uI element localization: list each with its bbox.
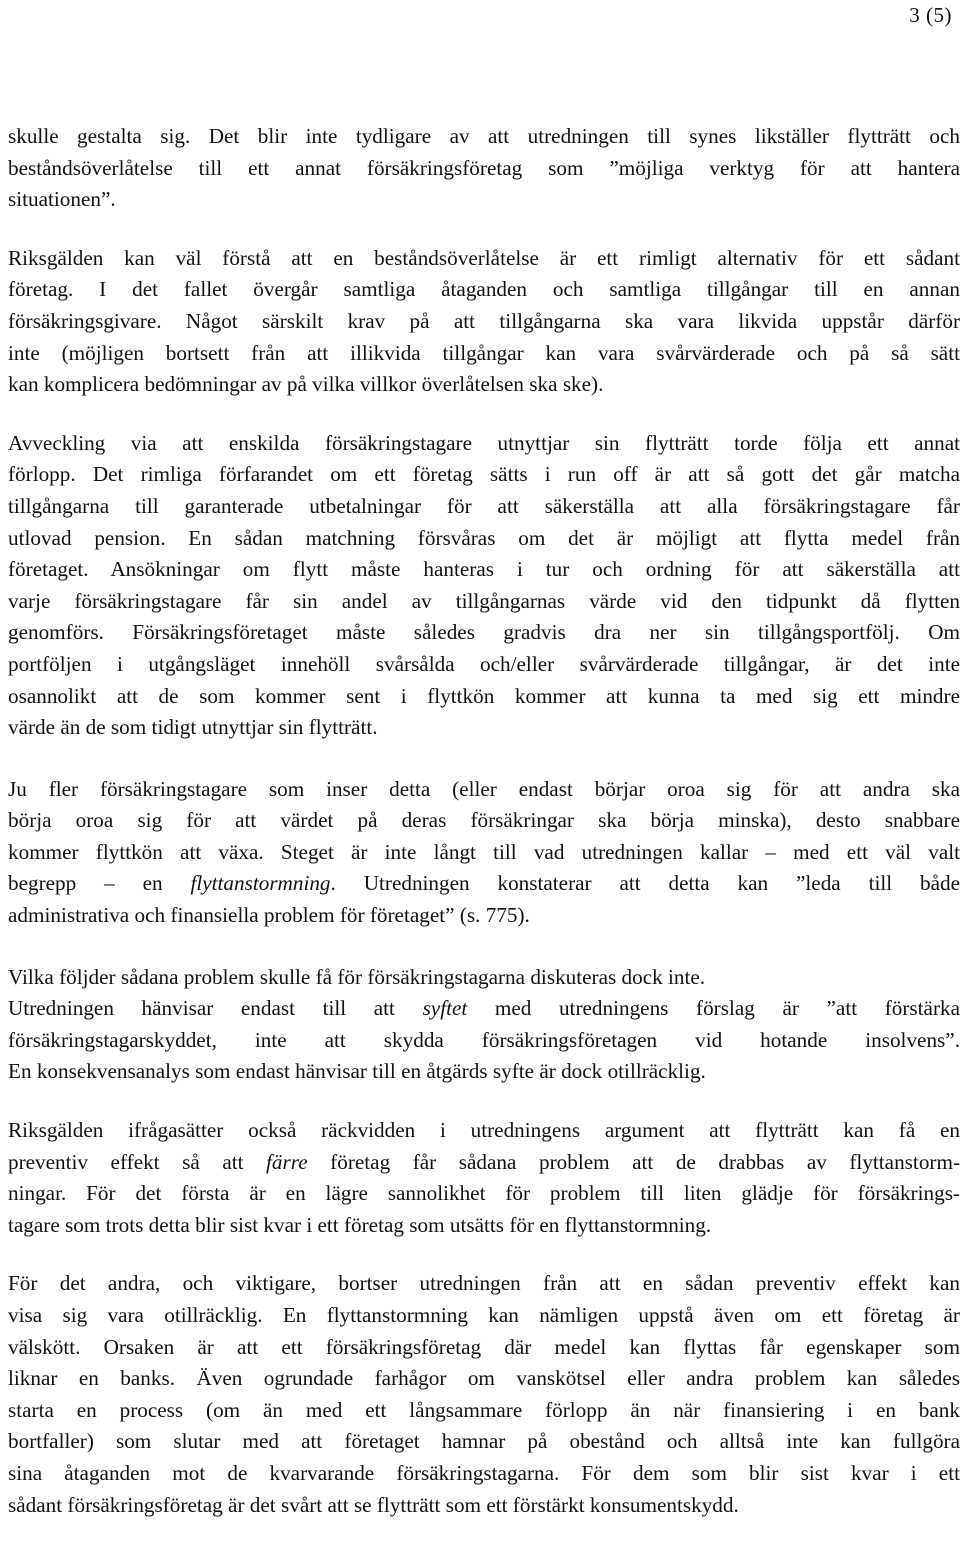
text-line: kommer flyttkön att växa. Steget är inte långt till vad utredningen kallar – med ett väl valt bbox=[8, 839, 960, 864]
text-line: skulle gestalta sig. Det blir inte tydligare av att utredningen till synes likställer flytträtt och bbox=[8, 124, 960, 148]
text-line: varje försäkringstagare får sin andel av tillgångarnas värde vid den tidpunkt då flytten bbox=[8, 588, 960, 613]
text-line: visa sig vara otillräcklig. En flyttanstormning kan nämligen uppstå även om ett företag är bbox=[8, 1303, 960, 1327]
text-run: företag får sådana problem att de drabbas av flyttanstorm- bbox=[307, 1149, 960, 1174]
text-run: med utredningens förslag är ”att förstärka bbox=[467, 996, 960, 1021]
paragraph-6 bbox=[8, 1115, 960, 1241]
text-line: försäkringsgivare. Något särskilt krav på att tillgångarna ska vara likvida uppstår därför bbox=[8, 308, 960, 333]
text-line: tagare som trots detta blir sist kvar i ett företag som utsätts för en flyttanstormning. bbox=[8, 1212, 712, 1237]
document-body bbox=[8, 121, 960, 1551]
text-line: kan komplicera bedömningar av på vilka villkor överlåtelsen ska ske). bbox=[8, 372, 604, 397]
text-line bbox=[8, 1147, 960, 1179]
text-run: Utredningen hänvisar endast till att bbox=[8, 996, 423, 1021]
text-line: förlopp. Det rimliga förfarandet om ett företag sätts i run off är att så gott det går matcha bbox=[8, 462, 960, 487]
text-line: företaget. Ansökningar om flytt måste hanteras i tur och ordning för att säkerställa att bbox=[8, 557, 960, 582]
text-line: beståndsöverlåtelse till ett annat försäkringsföretag som ”möjliga verktyg för att hantera bbox=[8, 155, 960, 180]
text-line: försäkringstagarskyddet, inte att skydda försäkringsföretagen vid hotande insolvens”. bbox=[8, 1027, 960, 1052]
text-line: Riksgälden ifrågasätter också räckvidden i utredningens argument att flytträtt kan få en bbox=[8, 1118, 960, 1143]
text-line: utlovad pension. En sådan matchning försvåras om det är möjligt att flytta medel från bbox=[8, 525, 960, 550]
text-line: administrativa och finansiella problem för företaget” (s. 775). bbox=[8, 903, 530, 928]
text-line: genomförs. Försäkringsföretaget måste således gradvis dra ner sin tillgångsportfölj. Om bbox=[8, 620, 960, 645]
text-line: situationen”. bbox=[8, 187, 116, 212]
text-line: Ju fler försäkringstagare som inser detta (eller endast börjar oroa sig för att andra ska bbox=[8, 776, 960, 801]
text-line: bortfaller) som slutar med att företaget hamnar på obestånd och alltså inte kan fullgöra bbox=[8, 1429, 960, 1454]
text-line: sådant försäkringsföretag är det svårt att se flytträtt som ett förstärkt konsumentskydd. bbox=[8, 1492, 739, 1517]
text-line: företag. I det fallet övergår samtliga åtaganden och samtliga tillgångar till en annan bbox=[8, 277, 960, 302]
text-line bbox=[8, 868, 960, 900]
text-line: välskött. Orsaken är att ett försäkringsföretag där medel kan flyttas får egenskaper som bbox=[8, 1334, 960, 1359]
page-number: 3 (5) bbox=[909, 3, 952, 27]
text-run: . Utredningen konstaterar att detta kan ”leda till både bbox=[330, 871, 960, 896]
paragraph-7 bbox=[8, 1268, 960, 1521]
text-line: Riksgälden kan väl förstå att en beståndsöverlåtelse är ett rimligt alternativ för ett sådant bbox=[8, 245, 960, 270]
text-run: preventiv effekt så att bbox=[8, 1149, 267, 1174]
text-line: För det andra, och viktigare, bortser utredningen från att en sådan preventiv effekt kan bbox=[8, 1271, 960, 1296]
paragraph-5 bbox=[8, 962, 960, 1088]
text-line: En konsekvensanalys som endast hänvisar till en åtgärds syfte är dock otillräcklig. bbox=[8, 1059, 706, 1084]
text-line: börja oroa sig för att värdet på deras försäkringar ska börja minska), desto snabbare bbox=[8, 808, 960, 833]
text-line: portföljen i utgångsläget innehöll svårsålda och/eller svårvärderade tillgångar, är det inte bbox=[8, 651, 960, 676]
text-line: ningar. För det första är en lägre sannolikhet för problem till liten glädje för försäkrings- bbox=[8, 1181, 960, 1206]
emphasized-term: färre bbox=[266, 1149, 308, 1174]
text-line: osannolikt att de som kommer sent i flyttkön kommer att kunna ta med sig ett mindre bbox=[8, 683, 960, 708]
paragraph-4 bbox=[8, 774, 960, 932]
text-line: liknar en banks. Även ogrundade farhågor om vanskötsel eller andra problem kan således bbox=[8, 1366, 960, 1391]
paragraph-1 bbox=[8, 121, 960, 216]
paragraph-2 bbox=[8, 243, 960, 401]
text-line: Vilka följder sådana problem skulle få för försäkringstagarna diskuteras dock inte. bbox=[8, 964, 706, 989]
text-line: Avveckling via att enskilda försäkringstagare utnyttjar sin flytträtt torde följa ett annat bbox=[8, 430, 960, 455]
text-line: starta en process (om än med ett långsammare förlopp än när finansiering i en bank bbox=[8, 1397, 960, 1422]
emphasized-term: flyttanstormning bbox=[190, 871, 331, 896]
emphasized-term: syftet bbox=[422, 996, 468, 1021]
text-line: sina åtaganden mot de kvarvarande försäkringstagarna. För dem som blir sist kvar i ett bbox=[8, 1460, 960, 1485]
text-line: tillgångarna till garanterade utbetalningar för att säkerställa att alla försäkringstagare får bbox=[8, 493, 960, 518]
text-run: begrepp – en bbox=[8, 871, 191, 896]
text-line bbox=[8, 993, 960, 1025]
text-line: inte (möjligen bortsett från att illikvida tillgångar kan vara svårvärderade och på så sätt bbox=[8, 340, 960, 365]
text-line: värde än de som tidigt utnyttjar sin flytträtt. bbox=[8, 715, 378, 740]
paragraph-3 bbox=[8, 428, 960, 744]
